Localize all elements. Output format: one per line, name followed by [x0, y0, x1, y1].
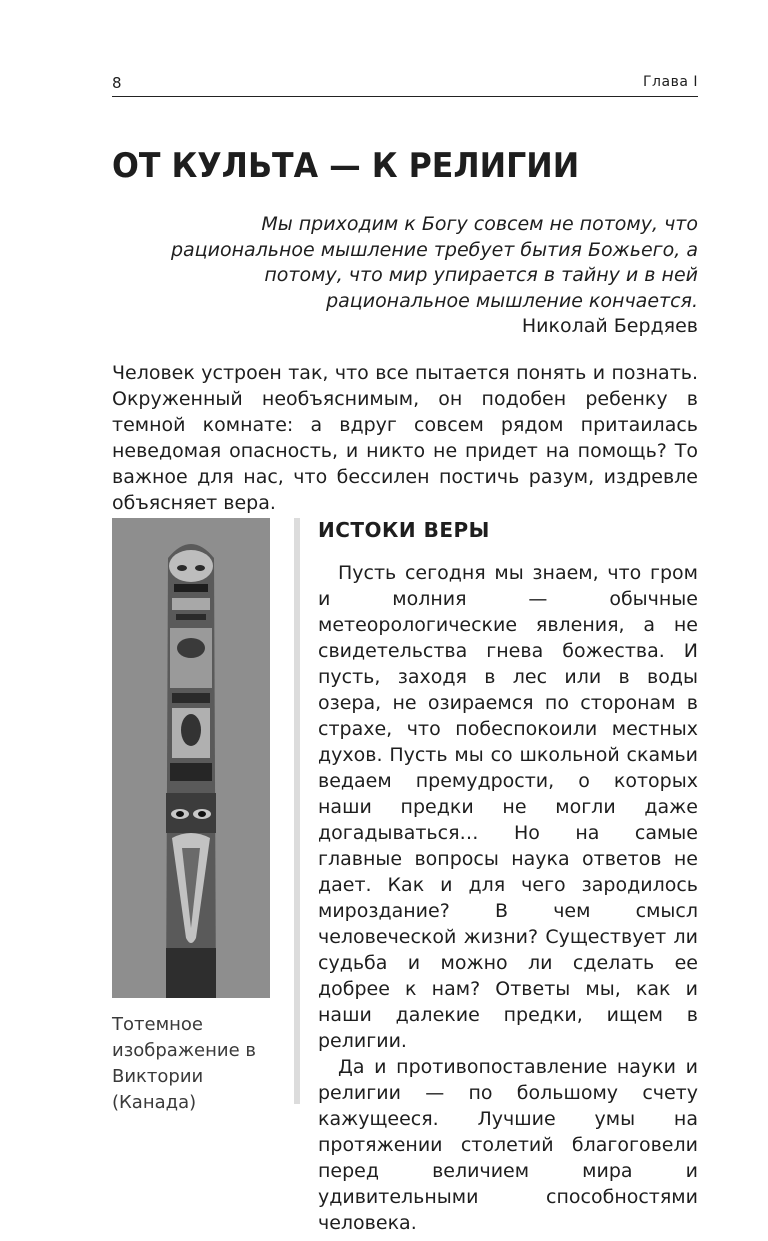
- section-body: [318, 560, 698, 1236]
- section-heading: ИСТОКИ ВЕРЫ: [318, 518, 490, 542]
- totem-pole-photo: [112, 518, 270, 998]
- figure-caption: Тотемное изображение в Виктории (Канада): [112, 1014, 256, 1113]
- chapter-title: ОТ КУЛЬТА — К РЕЛИГИИ: [112, 146, 580, 186]
- body-paragraph: Пусть сегодня мы знаем, что гром и молния — обычные метеорологические явления, а не свидетельства гнева божества. И пусть, заходя в лес или в воды озера, не озираемся по сторонам в страхе, что побеспокоили местных духов. Пусть мы со школьной скамьи ведаем премудрости, о которых наши предки не могли даже догадываться… Но на самые главные вопросы наука ответов не дает. Как и для чего зародилось мироздание? В чем смысл человеческой жизни? Существует ли судьба и можно ли сделать ее добрее к нам? Ответы мы, как и наши далекие предки, ищем в религии.: [318, 562, 698, 1052]
- sidebar-divider: [294, 518, 300, 1104]
- page-number: 8: [112, 74, 122, 92]
- body-paragraph: Да и противопоставление науки и религии — по большому счету кажущееся. Лучшие умы на протяжении столетий благоговели перед величием мира и удивительными способностями человека.: [318, 1056, 698, 1234]
- epigraph: [138, 212, 698, 340]
- intro-paragraph: Человек устроен так, что все пытается понять и познать. Окруженный необъяснимым, он подобен ребенку в темной комнате: а вдруг совсем рядом притаилась неведомая опасность, и никто не придет на помощь? То важное для нас, что бессилен постичь разум, издревле объясняет вера.: [112, 362, 698, 514]
- epigraph-author: Николай Бердяев: [521, 315, 698, 337]
- chapter-label: Глава I: [643, 74, 698, 90]
- epigraph-quote: Мы приходим к Богу совсем не потому, что рациональное мышление требует бытия Божьего, а потому, что мир упирается в тайну и в ней рациональное мышление кончается.: [170, 213, 698, 312]
- running-header: [112, 74, 698, 97]
